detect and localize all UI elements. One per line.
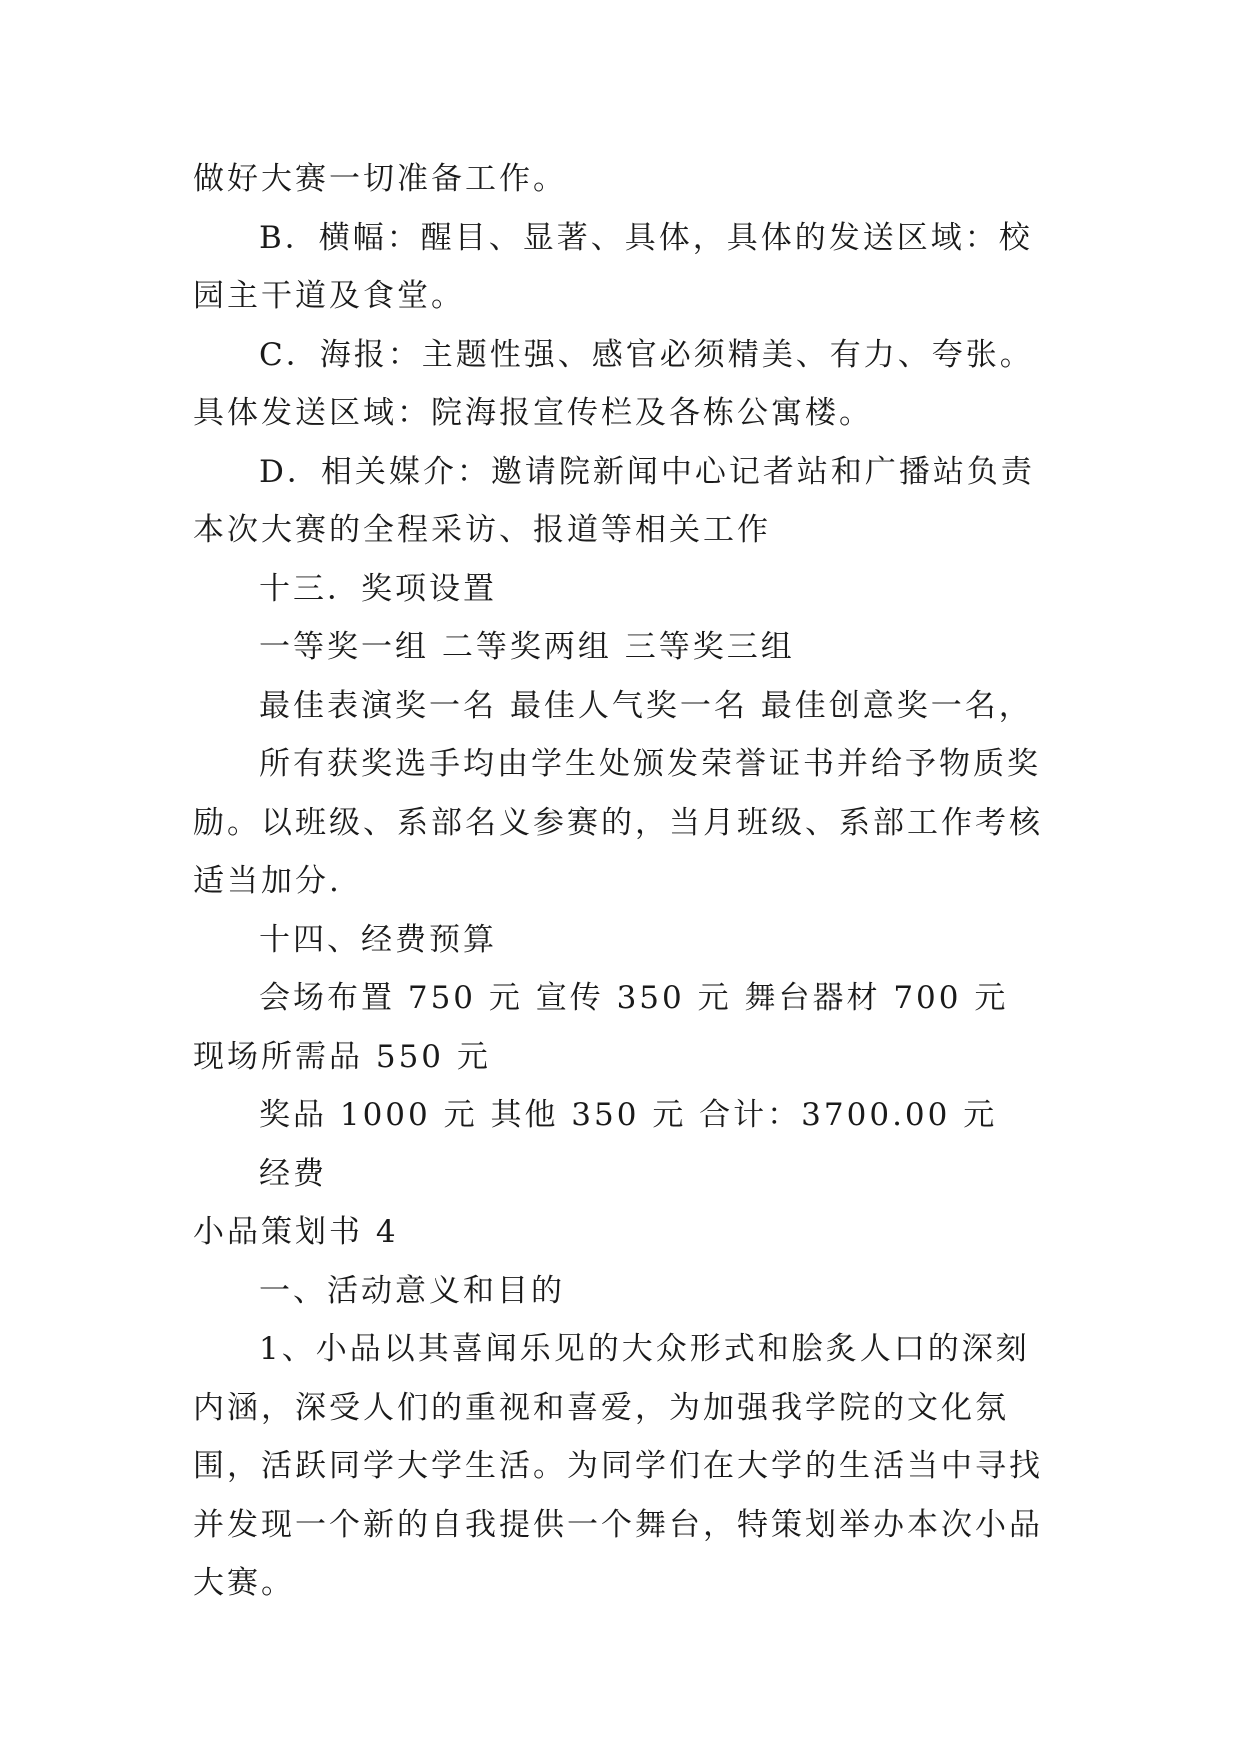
- paragraph-preparation: 做好大赛一切准备工作。: [193, 161, 567, 197]
- section-heading-budget: 十四、经费预算: [259, 921, 497, 958]
- paragraph-purpose: 1、小品以其喜闻乐见的大众形式和脍炙人口的深刻内涵，深受人们的重视和喜爱，为加强我学院的文化氛围，活跃同学大学生活。为同学们在大学的生活当中寻找并发现一个新的自我提供一个舞台，特策划举办本次小品大赛。: [193, 1331, 1043, 1601]
- paragraph-special-awards: 最佳表演奖一名 最佳人气奖一名 最佳创意奖一名，: [259, 687, 1033, 724]
- paragraph-award-details: 所有获奖选手均由学生处颁发荣誉证书并给予物质奖励。以班级、系部名义参赛的，当月班级、系部工作考核适当加分.: [193, 746, 1043, 899]
- paragraph-budget-items: 会场布置 750 元 宣传 350 元 舞台器材 700 元 现场所需品 550 元: [193, 980, 1009, 1075]
- document-title: 小品策划书 4: [193, 1214, 399, 1250]
- paragraph-poster: C．海报：主题性强、感官必须精美、有力、夸张。具体发送区域：院海报宣传栏及各栋公寓楼。: [193, 336, 1034, 431]
- section-heading-purpose: 一、活动意义和目的: [259, 1272, 565, 1309]
- paragraph-budget-total: 奖品 1000 元 其他 350 元 合计：3700.00 元: [259, 1097, 998, 1133]
- paragraph-award-tiers: 一等奖一组 二等奖两组 三等奖三组: [259, 629, 795, 665]
- paragraph-banner: B．横幅：醒目、显著、具体，具体的发送区域：校园主干道及食堂。: [193, 219, 1033, 314]
- section-heading-awards: 十三．奖项设置: [259, 570, 497, 607]
- paragraph-media: D．相关媒介：邀请院新闻中心记者站和广播站负责本次大赛的全程采访、报道等相关工作: [193, 453, 1035, 548]
- paragraph-funding: 经费: [259, 1155, 327, 1192]
- document-body: [193, 150, 1053, 1613]
